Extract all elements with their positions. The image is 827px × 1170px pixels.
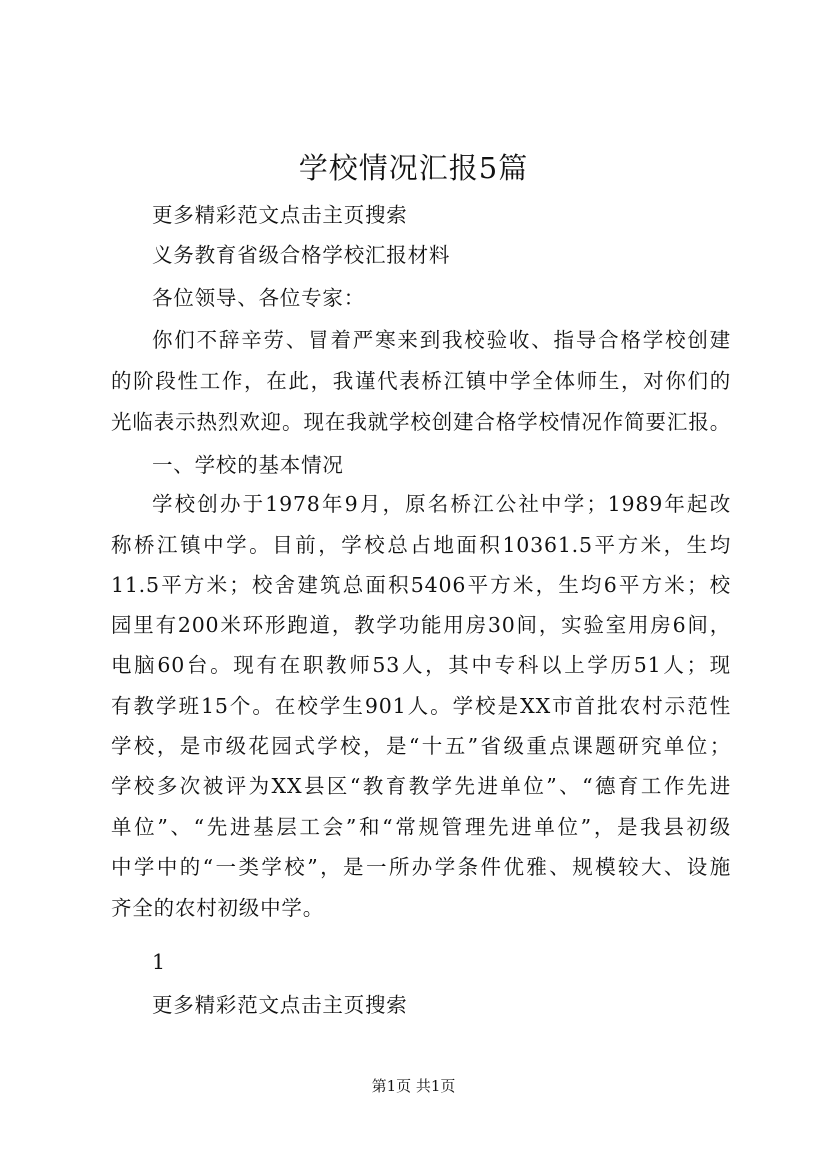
salutation-line: 各位领导、各位专家：: [152, 286, 365, 310]
paragraph-line: 中学中的“一类学校”，是一所办学条件优雅、规模较大、设施: [111, 855, 731, 879]
section-heading: 一、学校的基本情况: [152, 453, 344, 477]
page-number-marker: 1: [152, 950, 166, 974]
paragraph-line: 11.5平方米；校舍建筑总面积5406平方米，生均6平方米；校: [111, 573, 731, 597]
paragraph-line: 学校，是市级花园式学校，是“十五”省级重点课题研究单位；: [111, 734, 731, 758]
paragraph-line: 电脑60台。现有在职教师53人，其中专科以上学历51人；现: [111, 653, 731, 677]
promo-line-bottom: 更多精彩范文点击主页搜索: [152, 993, 408, 1017]
paragraph-line: 你们不辞辛劳、冒着严寒来到我校验收、指导合格学校创建: [152, 328, 731, 352]
paragraph-line: 园里有200米环形跑道，教学功能用房30间，实验室用房6间，: [111, 613, 731, 637]
paragraph-line: 齐全的农村初级中学。: [111, 896, 324, 920]
paragraph-line: 光临表示热烈欢迎。现在我就学校创建合格学校情况作简要汇报。: [111, 410, 731, 434]
paragraph-line: 学校多次被评为XX县区“教育教学先进单位”、“德育工作先进: [111, 774, 731, 798]
promo-line-top: 更多精彩范文点击主页搜索: [152, 203, 408, 227]
subtitle-line: 义务教育省级合格学校汇报材料: [152, 243, 451, 267]
paragraph-line: 称桥江镇中学。目前，学校总占地面积10361.5平方米，生均: [111, 533, 731, 557]
paragraph-line: 有教学班15个。在校学生901人。学校是XX市首批农村示范性: [111, 694, 731, 718]
document-title: 学校情况汇报5篇: [298, 151, 529, 185]
paragraph-line: 的阶段性工作，在此，我谨代表桥江镇中学全体师生，对你们的: [111, 369, 731, 393]
paragraph-line: 单位”、“先进基层工会”和“常规管理先进单位”，是我县初级: [111, 815, 731, 839]
page-footer: 第1页 共1页: [371, 1077, 456, 1095]
paragraph-line: 学校创办于1978年9月，原名桥江公社中学；1989年起改: [152, 492, 731, 516]
